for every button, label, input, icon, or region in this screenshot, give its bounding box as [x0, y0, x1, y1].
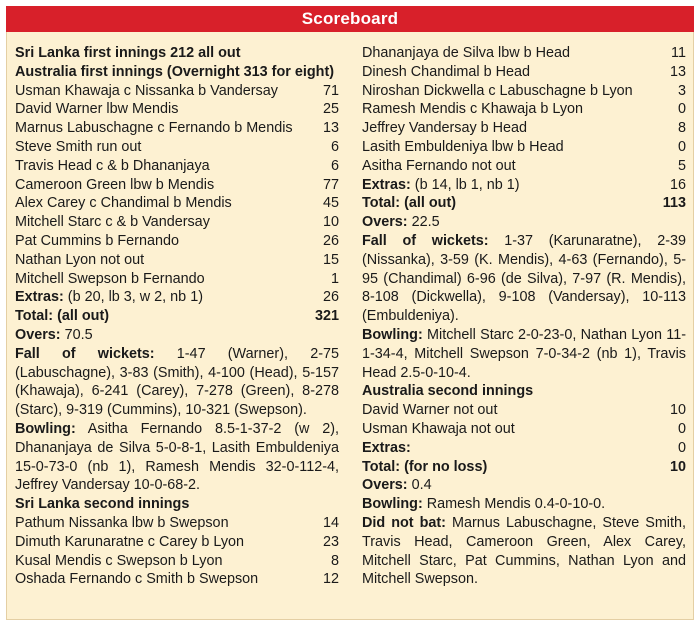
total-row — [362, 458, 686, 477]
bowling-label: Bowling: — [362, 496, 423, 513]
fall-of-wickets — [15, 345, 339, 420]
extras-label: Extras: — [15, 289, 64, 306]
batter-name: Mitchell Swepson b Fernando — [15, 270, 205, 287]
overs-value: 0.4 — [411, 477, 432, 494]
batter-name: Steve Smith run out — [15, 138, 142, 155]
batter-name: Jeffrey Vandersay b Head — [362, 120, 528, 137]
overs-label: Overs: — [362, 477, 408, 494]
sl-first-innings-heading: Sri Lanka first innings 212 all out — [15, 45, 241, 61]
batting-row — [15, 270, 339, 289]
batting-row — [15, 232, 339, 251]
batter-name: Dhananjaya de Silva lbw b Head — [362, 45, 570, 61]
batter-runs: 13 — [669, 63, 686, 80]
aus-first-innings-heading: Australia first innings (Overnight 313 for eight) — [15, 63, 335, 80]
batting-row — [362, 138, 686, 157]
batting-row — [15, 82, 339, 101]
batting-row — [362, 63, 686, 82]
batter-name: Asitha Fernando not out — [362, 157, 516, 174]
batter-runs: 1 — [330, 270, 339, 287]
batter-runs: 12 — [322, 571, 339, 588]
extras-value: 16 — [669, 176, 686, 193]
batter-runs: 0 — [677, 138, 686, 155]
bowling-text: Asitha Fernando 8.5-1-37-2 (w 2), Dhananjaya de Silva 5-0-8-1, Lasith Embuldeniya 15-0-73-0 (nb 1), Ramesh Mendis 32-0-112-4, Jeffrey Vandersay 10-0-68-2. — [15, 420, 339, 494]
batting-row — [15, 570, 339, 589]
batter-runs: 6 — [330, 138, 339, 155]
batting-row — [15, 119, 339, 138]
extras-row — [362, 176, 686, 195]
overs-value: 22.5 — [411, 214, 440, 231]
sl-batting-list-b — [362, 44, 686, 176]
bowling-label: Bowling: — [15, 420, 76, 437]
batting-row — [362, 420, 686, 439]
batter-runs: 8 — [677, 120, 686, 137]
batter-name: Usman Khawaja not out — [362, 420, 515, 437]
batting-row — [15, 194, 339, 213]
batting-row — [362, 44, 686, 63]
overs-label: Overs: — [362, 214, 408, 231]
batting-row — [362, 157, 686, 176]
bowling-figures — [15, 420, 339, 495]
batter-runs: 3 — [677, 82, 686, 99]
batting-row — [362, 119, 686, 138]
batting-row — [15, 138, 339, 157]
batter-name: Nathan Lyon not out — [15, 251, 145, 268]
batter-runs: 6 — [330, 157, 339, 174]
total-value: 10 — [669, 458, 686, 475]
batter-runs: 0 — [677, 420, 686, 437]
total-label: Total: (all out) — [15, 308, 110, 325]
bowling-figures — [362, 326, 686, 382]
bowling-figures — [362, 495, 686, 514]
batting-row — [15, 552, 339, 571]
overs-value: 70.5 — [64, 326, 93, 343]
batter-runs: 15 — [322, 251, 339, 268]
total-row — [15, 307, 339, 326]
overs-line — [362, 476, 686, 495]
batter-name: David Warner not out — [362, 402, 498, 419]
dnb-label: Did not bat: — [362, 514, 446, 531]
batter-name: Alex Carey c Chandimal b Mendis — [15, 195, 232, 212]
batter-name: Lasith Embuldeniya lbw b Head — [362, 138, 564, 155]
overs-label: Overs: — [15, 326, 61, 343]
batting-row — [362, 100, 686, 119]
dnb-text: Marnus Labuschagne, Steve Smith, Travis Head, Cameroon Green, Alex Carey, Mitchell Starc, Pat Cummins, Nathan Lyon and Mitchell Swepson. — [362, 514, 687, 588]
extras-label: Extras: — [362, 176, 411, 193]
overs-line — [15, 326, 339, 345]
total-value: 113 — [662, 195, 686, 212]
total-label: Total: (all out) — [362, 195, 457, 212]
fow-text: 1-37 (Karunaratne), 2-39 (Nissanka), 3-59 (K. Mendis), 4-63 (Fernando), 5-95 (Chandimal) 6-96 (de Silva), 7-97 (R. Mendis), 8-108 (Dickwella), 9-108 (Vandersay), 10-113 (Embuldeniya). — [362, 232, 686, 325]
batting-row — [15, 100, 339, 119]
batter-name: Usman Khawaja c Nissanka b Vandersay — [15, 82, 278, 99]
did-not-bat — [362, 514, 686, 589]
batter-name: Cameroon Green lbw b Mendis — [15, 176, 215, 193]
batting-row — [15, 213, 339, 232]
overs-line — [362, 213, 686, 232]
total-label: Total: (for no loss) — [362, 458, 488, 475]
right-column — [362, 44, 686, 589]
batter-runs: 10 — [322, 214, 339, 231]
batter-runs: 71 — [322, 82, 339, 99]
batter-name: Marnus Labuschagne c Fernando b Mendis — [15, 120, 293, 137]
batter-name: David Warner lbw Mendis — [15, 101, 179, 118]
batter-runs: 23 — [322, 533, 339, 550]
batter-name: Mitchell Starc c & b Vandersay — [15, 214, 210, 231]
left-column — [15, 44, 339, 589]
batter-runs: 77 — [322, 176, 339, 193]
batter-runs: 25 — [322, 101, 339, 118]
batter-name: Niroshan Dickwella c Labuschagne b Lyon — [362, 82, 633, 99]
bowling-text: Ramesh Mendis 0.4-0-10-0. — [426, 496, 606, 513]
batting-row — [15, 533, 339, 552]
fall-of-wickets — [362, 232, 686, 326]
extras-detail: (b 20, lb 3, w 2, nb 1) — [67, 289, 203, 306]
sl-batting-list-a — [15, 514, 339, 589]
batting-row — [15, 514, 339, 533]
batter-runs: 8 — [330, 552, 339, 569]
extras-value: 0 — [677, 439, 686, 456]
bowling-text: Mitchell Starc 2-0-23-0, Nathan Lyon 11-1-34-4, Mitchell Swepson 7-0-34-2 (nb 1), Travis Head 2.5-0-10-4. — [362, 326, 686, 381]
fow-label: Fall of wickets: — [362, 232, 489, 249]
batter-name: Dinesh Chandimal b Head — [362, 63, 530, 80]
batting-row — [15, 176, 339, 195]
batter-name: Pat Cummins b Fernando — [15, 232, 179, 249]
extras-detail: (b 14, lb 1, nb 1) — [414, 176, 520, 193]
batting-row — [362, 401, 686, 420]
batter-name: Dimuth Karunaratne c Carey b Lyon — [15, 533, 245, 550]
batter-name: Pathum Nissanka lbw b Swepson — [15, 514, 229, 531]
scoreboard-title: Scoreboard — [6, 6, 694, 32]
aus-batting-list-2 — [362, 401, 686, 439]
batting-row — [15, 157, 339, 176]
batter-runs: 0 — [677, 101, 686, 118]
fow-text: 1-47 (Warner), 2-75 (Labuschagne), 3-83 (Smith), 4-100 (Head), 5-157 (Khawaja), 6-241 (Carey), 7-278 (Green), 8-278 (Starc), 9-319 (Cummins), 10-321 (Swepson). — [15, 345, 339, 419]
aus-batting-list — [15, 82, 339, 289]
batter-runs: 5 — [677, 157, 686, 174]
batter-name: Ramesh Mendis c Khawaja b Lyon — [362, 101, 584, 118]
batter-runs: 10 — [669, 402, 686, 419]
batter-runs: 13 — [322, 120, 339, 137]
extras-row — [362, 439, 686, 458]
extras-value: 26 — [322, 289, 339, 306]
bowling-label: Bowling: — [362, 326, 423, 343]
batter-runs: 26 — [322, 232, 339, 249]
sl-second-innings-heading: Sri Lanka second innings — [15, 496, 190, 513]
batter-name: Travis Head c & b Dhananjaya — [15, 157, 210, 174]
aus-second-innings-heading: Australia second innings — [362, 383, 534, 400]
total-row — [362, 194, 686, 213]
batter-runs: 14 — [322, 514, 339, 531]
fow-label: Fall of wickets: — [15, 345, 155, 362]
batter-name: Kusal Mendis c Swepson b Lyon — [15, 552, 223, 569]
batter-runs: 45 — [322, 195, 339, 212]
batter-name: Oshada Fernando c Smith b Swepson — [15, 571, 259, 588]
batting-row — [362, 82, 686, 101]
batter-runs: 11 — [671, 45, 686, 61]
extras-row — [15, 288, 339, 307]
batting-row — [15, 251, 339, 270]
extras-label: Extras: — [362, 439, 411, 456]
total-value: 321 — [314, 308, 339, 325]
